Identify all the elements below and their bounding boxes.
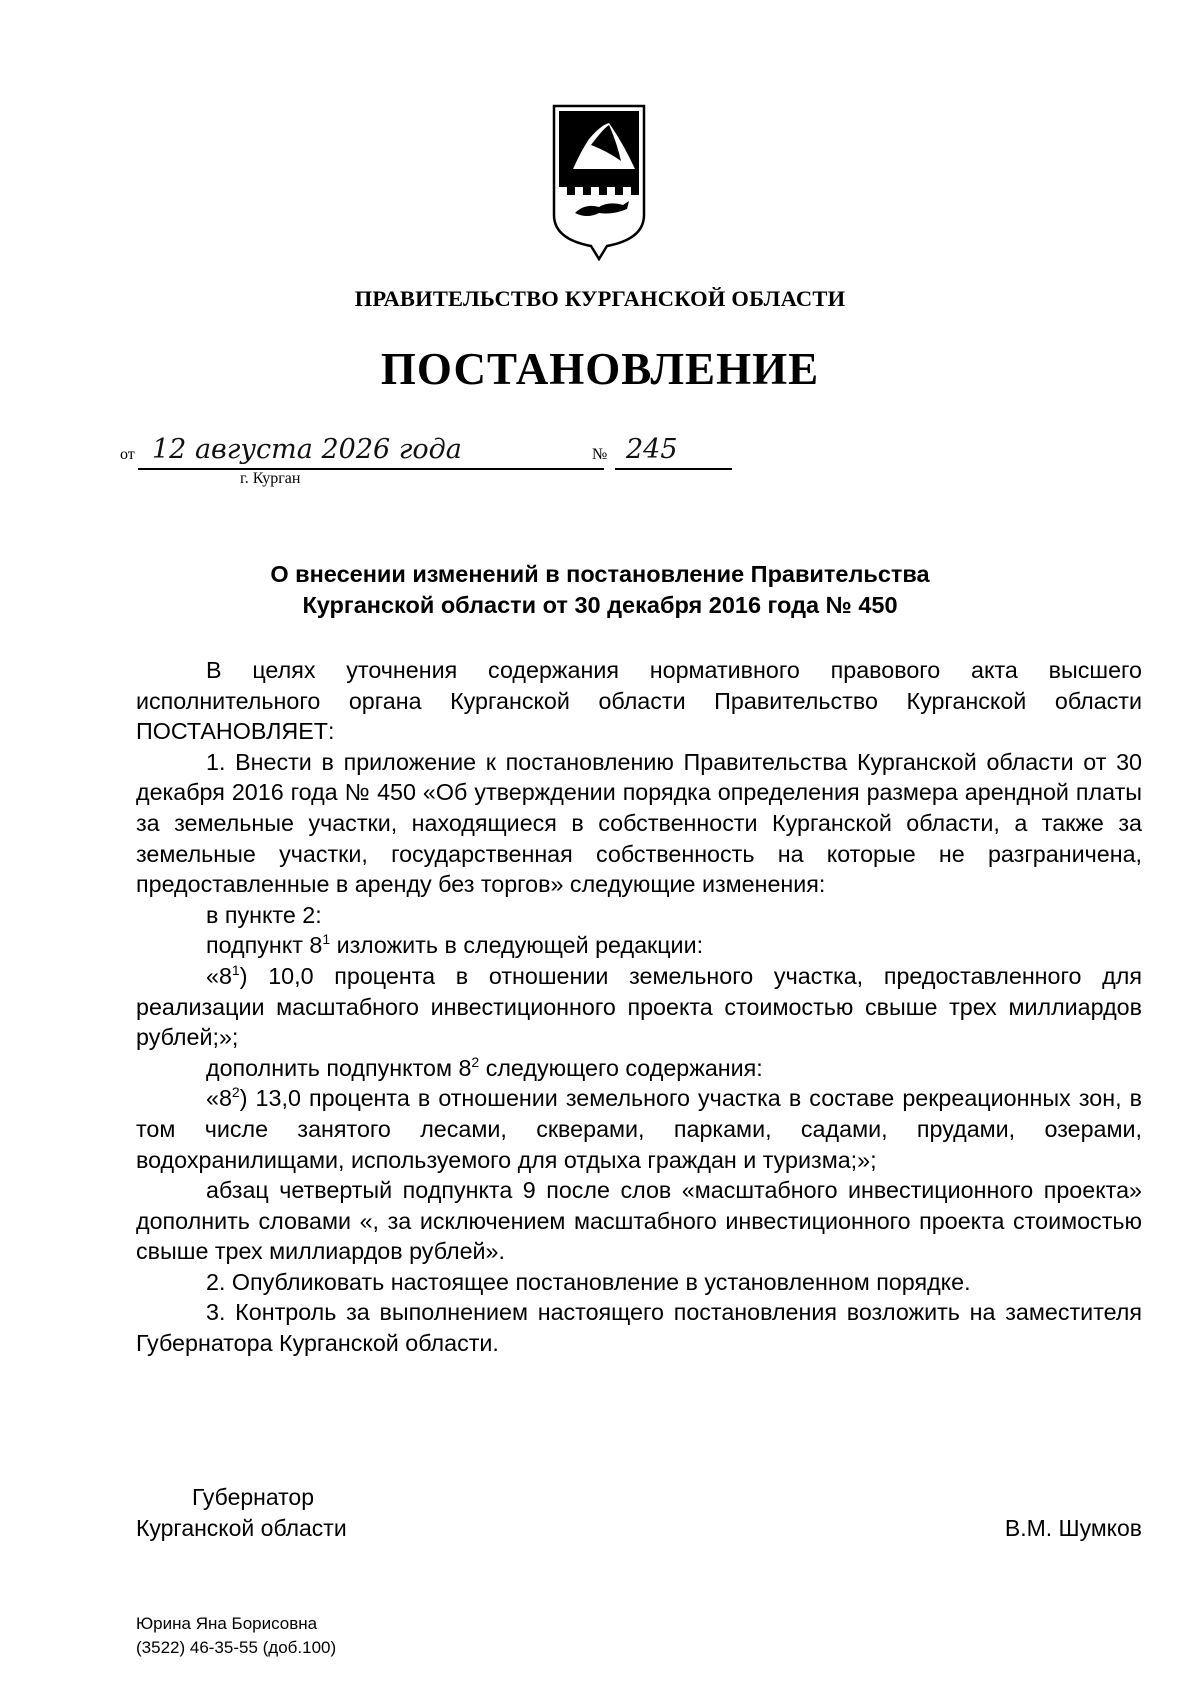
number-sign: № [592, 446, 608, 463]
sub-8-1-post: изложить в следующей редакции: [330, 932, 704, 959]
add-8-2-pre: дополнить подпунктом 8 [206, 1054, 472, 1081]
quote-8-2-paragraph [136, 1083, 1142, 1175]
signatory-position [136, 1482, 347, 1544]
document-title: ПОСТАНОВЛЕНИЕ [380, 344, 820, 394]
contact-phone: (3522) 46-35-55 (доб.100) [136, 1638, 337, 1657]
contact-name: Юрина Яна Борисовна [136, 1614, 318, 1633]
subject-line-1: О внесении изменений в постановление Правительства [270, 561, 930, 587]
signatory-position-line-2: Курганской области [136, 1515, 347, 1541]
subject-line-2: Курганской области от 30 декабря 2016 года № 450 [302, 592, 898, 618]
date-underline [138, 468, 604, 470]
quote-8-1-post: ) 10,0 процента в отношении земельного участка, предоставленного для реализации масштабного инвестиционного проекта стоимостью свыше трех миллиардов рублей;»; [136, 962, 1142, 1051]
quote-8-1-paragraph [136, 961, 1142, 1053]
city-label: г. Курган [240, 470, 301, 487]
document-subject [0, 559, 1200, 621]
coat-of-arms-emblem [551, 103, 647, 261]
para-9-paragraph: абзац четвертый подпункта 9 после слов «масштабного инвестиционного проекта» дополнить словами «, за исключением масштабного инвестиционного проекта стоимостью свыше трех миллиардов рублей». [136, 1177, 1142, 1265]
contact-block [136, 1612, 336, 1660]
quote-8-2-sup: 2 [231, 1084, 240, 1101]
quote-8-2-post: ) 13,0 процента в отношении земельного участка в составе рекреационных зон, в том числе занятого лесами, скверами, парками, садами, прудами, озерами, водохранилищами, используемого для отдыха граждан и туризма;»; [136, 1085, 1142, 1173]
number-underline [615, 468, 732, 470]
government-name: ПРАВИТЕЛЬСТВО КУРГАНСКОЙ ОБЛАСТИ [354, 286, 846, 311]
add-8-2-paragraph [136, 1053, 1142, 1084]
date-prefix: от [120, 446, 135, 463]
sub-8-1-pre: подпункт 8 [206, 932, 323, 959]
intro-paragraph: В целях уточнения содержания нормативного правового акта высшего исполнительного органа Курганской области Правительство Курганской области ПОСТАНОВЛЯЕТ: [136, 657, 1142, 745]
quote-8-2-pre: «8 [206, 1085, 232, 1112]
handwritten-number: 245 [626, 434, 678, 465]
date-number-line [120, 420, 678, 487]
signatory-name: В.М. Шумков [1004, 1515, 1142, 1541]
sub-8-1-paragraph [136, 930, 1142, 961]
item-1-paragraph: 1. Внести в приложение к постановлению Правительства Курганской области от 30 декабря 2016 года № 450 «Об утверждении порядка определения размера арендной платы за земельные участки, находящиеся в собственности Курганской области, а также за земельные участки, государственная собственность на которые не разграничена, предоставленные в аренду без торгов» следующие изменения: [136, 748, 1142, 898]
quote-8-1-pre: «8 [206, 962, 232, 989]
handwritten-date: 12 августа 2026 года [152, 434, 462, 465]
add-8-2-post: следующего содержания: [479, 1054, 763, 1081]
add-8-2-sup: 2 [471, 1053, 480, 1070]
signatory-position-line-1: Губернатор [192, 1484, 315, 1510]
in-point-paragraph: в пункте 2: [206, 901, 322, 928]
item-2-paragraph: 2. Опубликовать настоящее постановление в установленном порядке. [206, 1268, 971, 1295]
document-body [136, 655, 1142, 1359]
quote-8-1-sup: 1 [231, 962, 240, 979]
item-3-paragraph: 3. Контроль за выполнением настоящего постановления возложить на заместителя Губернатора Курганской области. [136, 1299, 1142, 1357]
sub-8-1-sup: 1 [322, 931, 331, 948]
